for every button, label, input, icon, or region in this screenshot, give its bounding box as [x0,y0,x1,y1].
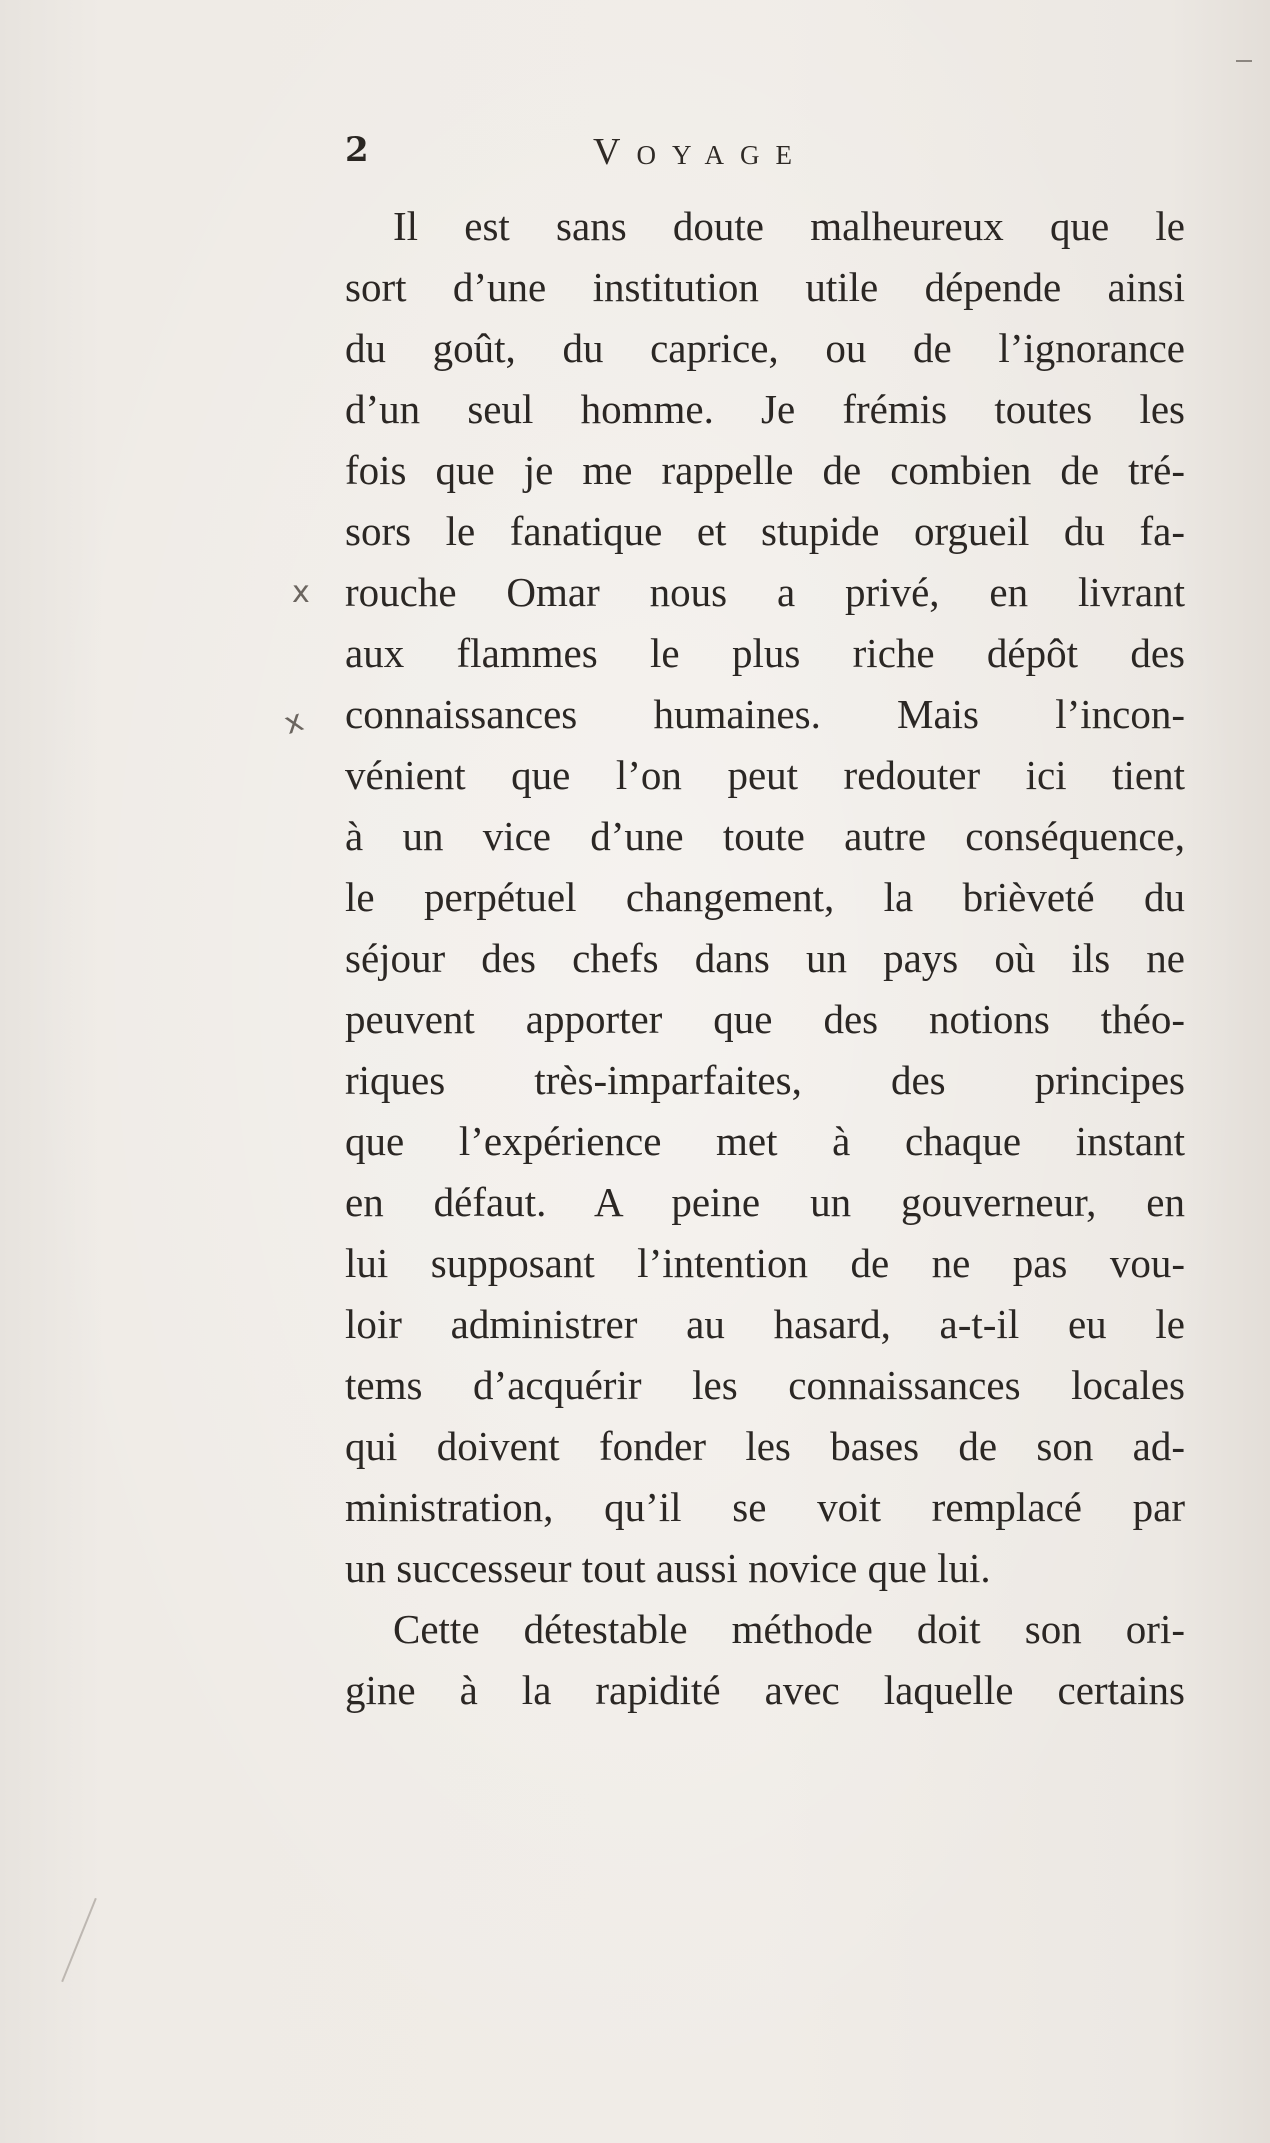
text-line: aux flammes le plus riche dépôt des [345,630,1185,676]
text-line: sors le fanatique et stupide orgueil du fa- [345,508,1185,554]
text-line: d’un seul homme. Je frémis toutes les [345,386,1185,432]
paper-scratch-mark [1236,60,1252,62]
text-line: vénient que l’on peut redouter ici tient [345,752,1185,798]
margin-annotation-mark: x [280,703,308,742]
text-line: tems d’acquérir les connaissances locales [345,1362,1185,1408]
text-line: connaissances humaines. Mais l’incon- [345,691,1185,737]
text-line: gine à la rapidité avec laquelle certains [345,1667,1185,1713]
text-line: lui supposant l’intention de ne pas vou- [345,1240,1185,1286]
text-line: qui doivent fonder les bases de son ad- [345,1423,1185,1469]
text-line: Il est sans doute malheureux que le [393,203,1185,249]
text-line: en défaut. A peine un gouverneur, en [345,1179,1185,1225]
page-header [345,130,885,180]
text-line: que l’expérience met à chaque instant [345,1118,1185,1164]
text-line: ministration, qu’il se voit remplacé par [345,1484,1185,1530]
text-line: sort d’une institution utile dépende ainsi [345,264,1185,310]
page-number: 2 [345,130,369,170]
text-line: loir administrer au hasard, a-t-il eu le [345,1301,1185,1347]
text-line: riques très-imparfaites, des principes [345,1057,1185,1103]
text-line: peuvent apporter que des notions théo- [345,996,1185,1042]
paper-scratch-mark [61,1898,97,1982]
text-line: le perpétuel changement, la brièveté du [345,874,1185,920]
text-line: un successeur tout aussi novice que lui. [345,1545,991,1591]
margin-annotation-mark: x [292,575,310,610]
text-line: du goût, du caprice, ou de l’ignorance [345,325,1185,371]
text-line: fois que je me rappelle de combien de tré- [345,447,1185,493]
text-line: à un vice d’une toute autre conséquence, [345,813,1185,859]
body-text [345,196,1185,1721]
text-line: séjour des chefs dans un pays où ils ne [345,935,1185,981]
running-head: Voyage [593,131,808,173]
text-line: Cette détestable méthode doit son ori- [393,1606,1185,1652]
text-line: rouche Omar nous a privé, en livrant [345,569,1185,615]
